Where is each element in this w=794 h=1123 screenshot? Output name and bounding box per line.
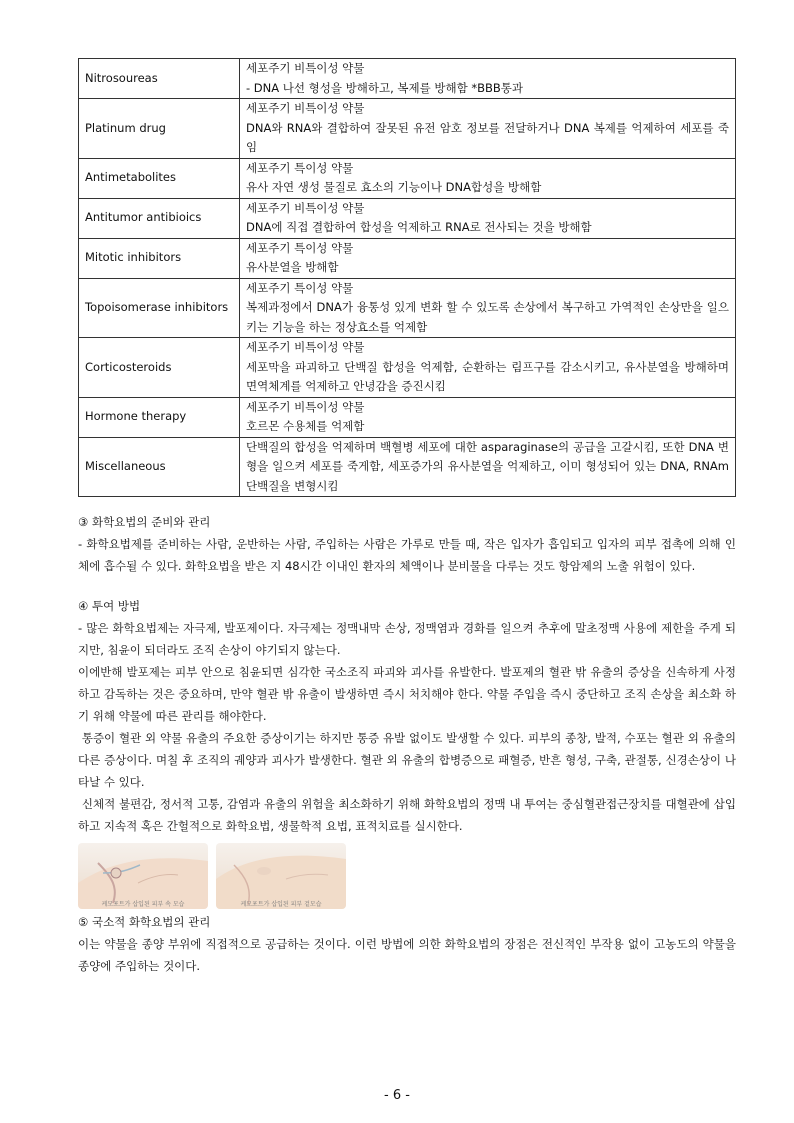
table-row — [79, 437, 736, 497]
section-administration — [78, 595, 740, 837]
figure-caption: 케모포트가 삽입된 피부 속 모습 — [101, 901, 185, 908]
description-line: 세포주기 특이성 약물 — [246, 280, 354, 295]
section-heading: ③ 화학요법의 준비와 관리 — [78, 515, 211, 529]
drug-class-name: Corticosteroids — [79, 338, 240, 398]
description-line: 세포주기 비특이성 약물 — [246, 399, 365, 414]
table-row — [79, 238, 736, 278]
description-line: 세포주기 비특이성 약물 — [246, 340, 365, 354]
table-row — [79, 338, 736, 398]
description-line: DNA에 직접 결합하여 합성을 억제하고 RNA로 전사되는 것을 방해함 — [246, 220, 592, 234]
drug-class-description — [240, 238, 736, 278]
description-line: 복제과정에서 DNA가 융통성 있게 변화 할 수 있도록 손상에서 복구하고 가역적인 손상만을 일으키는 기능을 하는 정상효소를 억제함 — [246, 300, 729, 334]
drug-class-description — [240, 437, 736, 497]
drug-class-name: Topoisomerase inhibitors — [79, 278, 240, 338]
drug-class-description — [240, 59, 736, 99]
drug-class-description — [240, 278, 736, 338]
table-row — [79, 397, 736, 437]
drug-class-name: Miscellaneous — [79, 437, 240, 497]
description-line: DNA와 RNA와 결합하여 잘못된 유전 암호 정보를 전달하거나 DNA 복제를 억제하여 세포를 죽임 — [246, 120, 729, 154]
figure-caption: 케모포트가 삽입된 피부 겉모습 — [240, 901, 322, 908]
drug-class-name: Mitotic inhibitors — [79, 238, 240, 278]
chemoport-inner-figure — [78, 843, 208, 909]
chemotherapy-drug-table — [78, 58, 736, 497]
table-row — [79, 99, 736, 159]
section-heading: ④ 투여 방법 — [78, 599, 141, 613]
table-row — [79, 278, 736, 338]
drug-class-description — [240, 198, 736, 238]
description-line: 세포막을 파괴하고 단백질 합성을 억제함, 순환하는 림프구를 감소시키고, 유사분열을 방해하며 면역체계를 억제하고 안녕감을 증진시킴 — [246, 359, 729, 393]
drug-class-description — [240, 397, 736, 437]
chemoport-figures — [78, 843, 736, 909]
drug-class-name: Nitrosoureas — [79, 59, 240, 99]
description-line: 유사 자연 생성 물질로 효소의 기능이나 DNA합성을 방해함 — [246, 180, 542, 194]
description-line: 세포주기 특이성 약물 — [246, 160, 354, 175]
section-paragraph: - 많은 화학요법제는 자극제, 발포제이다. 자극제는 정맥내막 손상, 정맥염과 경화를 일으켜 추후에 말초정맥 사용에 제한을 주게 되지만, 침윤이 되더라도 조직 손상이 야기되지 않는다. — [78, 621, 736, 657]
section-heading: ⑤ 국소적 화학요법의 관리 — [78, 915, 211, 929]
table-row — [79, 158, 736, 198]
section-paragraph: 통증이 혈관 외 약물 유출의 주요한 증상이기는 하지만 통증 유발 없이도 발생할 수 있다. 피부의 종창, 발적, 수포는 혈관 외 유출의 다른 증상이다. 며칠 후 조직의 궤양과 괴사가 발생한다. 혈관 외 유출의 합병증으로 패혈증, 반흔 형성, 구축, 관절통, 신경손상이 나타날 수 있다. — [78, 731, 740, 789]
drug-class-name: Hormone therapy — [79, 397, 240, 437]
section-body: 이는 약물을 종양 부위에 직접적으로 공급하는 것이다. 이런 방법에 의한 화학요법의 장점은 전신적인 부작용 없이 고농도의 약물을 종양에 주입하는 것이다. — [78, 937, 736, 973]
description-line: 유사분열을 방해함 — [246, 260, 339, 274]
drug-class-name: Antitumor antibioics — [79, 198, 240, 238]
document-page — [78, 58, 740, 977]
chemoport-outer-figure — [216, 843, 346, 909]
drug-class-description — [240, 158, 736, 198]
table-row — [79, 198, 736, 238]
drug-class-description — [240, 338, 736, 398]
section-preparation — [78, 511, 736, 577]
section-paragraph: 이에반해 발포제는 피부 안으로 침윤되면 심각한 국소조직 파괴와 괴사를 유발한다. 발포제의 혈관 밖 유출의 증상을 신속하게 사정하고 감독하는 것은 중요하며, 만약 혈관 밖 유출이 발생하면 즉시 처치해야 한다. 약물 주입을 즉시 중단하고 조직 손상을 최소화 하기 위해 약물에 따른 관리를 해야한다. — [78, 665, 736, 723]
drug-class-name: Antimetabolites — [79, 158, 240, 198]
drug-class-description — [240, 99, 736, 159]
drug-class-name: Platinum drug — [79, 99, 240, 159]
description-line: - DNA 나선 형성을 방해하고, 복제를 방해함 *BBB통과 — [246, 80, 523, 95]
description-line: 세포주기 비특이성 약물 — [246, 200, 365, 215]
section-body: - 화학요법제를 준비하는 사람, 운반하는 사람, 주입하는 사람은 가루로 만들 때, 작은 입자가 흡입되고 입자의 피부 접촉에 의해 인체에 흡수될 수 있다. 화학요법을 받은 지 48시간 이내인 환자의 체액이나 분비물을 다루는 것도 항암제의 노출 위험이 있다. — [78, 537, 737, 573]
description-line: 세포주기 비특이성 약물 — [246, 101, 365, 115]
section-local-chemotherapy — [78, 911, 736, 977]
description-line: 세포주기 특이성 약물 — [246, 240, 354, 255]
description-line: 세포주기 비특이성 약물 — [246, 61, 365, 75]
section-paragraph: 신체적 불편감, 정서적 고통, 감염과 유출의 위험을 최소화하기 위해 화학요법의 정맥 내 투여는 중심혈관접근장치를 대혈관에 삽입하고 지속적 혹은 간헐적으로 화학요법, 생물학적 요법, 표적치료를 실시한다. — [78, 797, 736, 833]
description-line: 단백질의 합성을 억제하며 백혈병 세포에 대한 asparaginase의 공급을 고갈시킴, 또한 DNA 변형을 일으켜 세포를 죽게함, 세포증가의 유사분열을 억제하고, 이미 형성되어 있는 DNA, RNAm 단백질을 변형시킴 — [246, 439, 729, 493]
page-number: - 6 - — [384, 1088, 410, 1103]
description-line: 호르몬 수용체를 억제함 — [246, 419, 365, 433]
table-row — [79, 59, 736, 99]
